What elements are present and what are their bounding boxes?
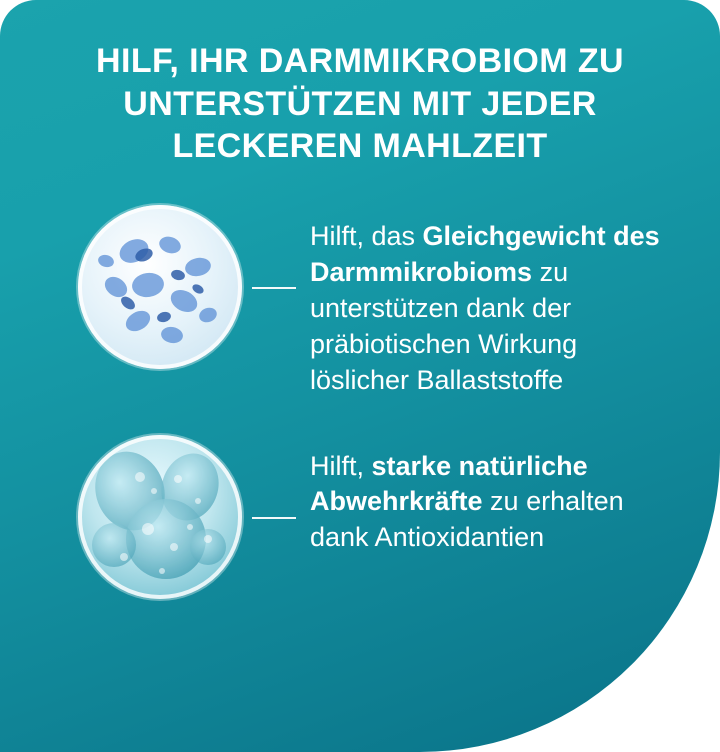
list-item xyxy=(0,205,720,399)
feature-text-part: zu unterstützen dank der präbiotischen Wirkung löslicher Ballaststoffe xyxy=(310,256,578,395)
petri-dish-microbiome-icon xyxy=(78,205,242,369)
feature-text-part: zu erhalten dank Antioxidantien xyxy=(310,486,624,553)
feature-list xyxy=(0,205,720,635)
connector-line xyxy=(252,517,296,519)
feature-text xyxy=(310,435,720,557)
connector-line xyxy=(252,287,296,289)
list-item xyxy=(0,435,720,599)
feature-text-part: Hilft, das xyxy=(310,221,423,251)
feature-text xyxy=(310,205,720,399)
feature-text-part-bold: Gleichgewicht des Darmmikrobioms xyxy=(310,221,660,287)
page-title: HILF, IHR DARMMIKROBIOM ZU UNTERSTÜTZEN MIT JEDER LECKEREN MAHLZEIT xyxy=(96,42,624,165)
petri-dish-antioxidant-icon xyxy=(78,435,242,599)
feature-text-part: Hilft, xyxy=(310,450,372,481)
feature-icon-wrap xyxy=(78,205,258,369)
feature-icon-wrap xyxy=(78,435,258,599)
feature-text-part-bold: starke natürliche Abwehrkräfte xyxy=(310,450,588,517)
